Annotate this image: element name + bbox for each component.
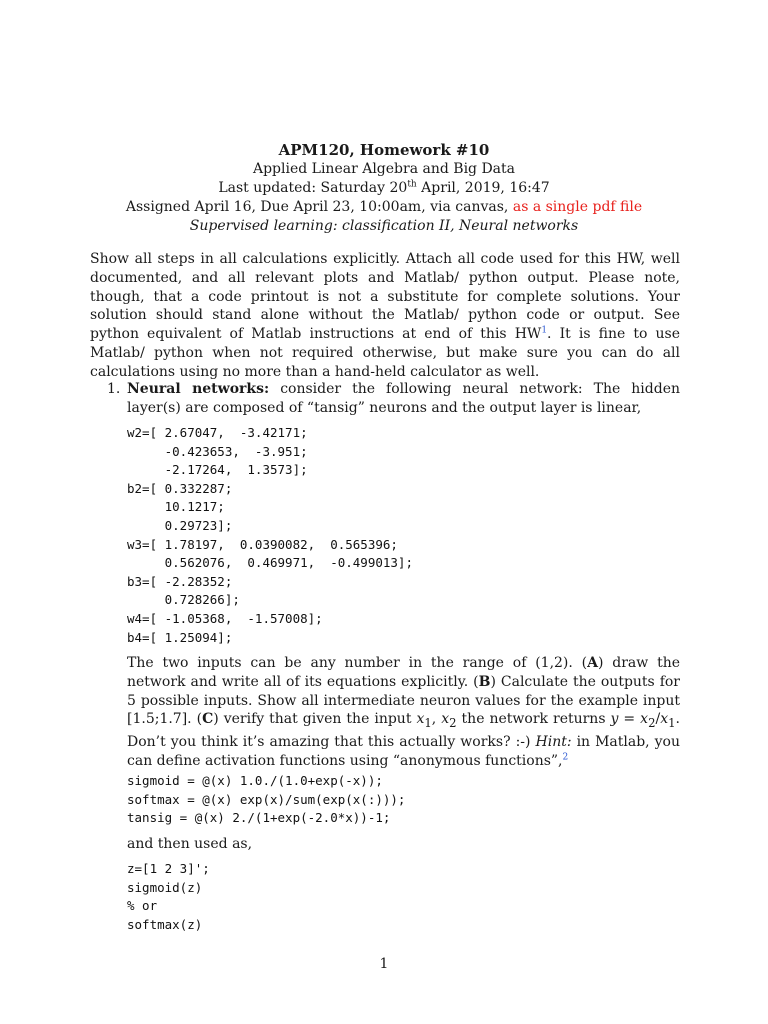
- course-subtitle: Applied Linear Algebra and Big Data: [252, 161, 516, 177]
- weights-code-block: w2=[ 2.67047, -3.42171; -0.423653, -3.951; -2.17264, 1.3573]; b2=[ 0.332287; 10.1217; 0.29723]; w3=[ 1.78197, 0.0390082, 0.565396; 0.562076, 0.469971, -0.499013]; b3=[ -2.28352; 0.728266]; w4=[ -1.05368, -1.57008]; b4=[ 1.25094];: [127, 425, 413, 645]
- document-header: [0, 141, 768, 236]
- page-number: 1: [379, 956, 389, 972]
- problem-body: The two inputs can be any number in the range of (1,2). (A) draw the network and write all of its equations explicitly. (B) Calculate the outputs for 5 possible inputs. Show all intermediate neuron values for the example input [1.5;1.7]. (C) verify that given the input $x_1$, $x_2$ the network returns $y = x_2/x_1$. Don’t you think it’s amazing that this actually works? :-) Hint: in Matlab, you can define activation functions using “anonymous functions”,$^2$: [127, 655, 680, 769]
- topic-line: Supervised learning: classification II, Neural networks: [189, 218, 579, 234]
- problem-heading: Neural networks:: [127, 381, 270, 397]
- problem-number: 1.: [107, 381, 121, 397]
- usage-code-block: z=[1 2 3]'; sigmoid(z) % or softmax(z): [127, 861, 210, 932]
- problem-intro: Neural networks: consider the following neural network: The hidden layer(s) are composed of “tansig” neurons and the output layer is linear,: [127, 381, 681, 416]
- last-updated: Last updated: Saturday 20th April, 2019, 16:47: [218, 179, 550, 196]
- hint-label: Hint:: [535, 733, 572, 750]
- usage-intro-text: and then used as,: [127, 836, 253, 852]
- instructions-paragraph: Show all steps in all calculations explicitly. Attach all code used for this HW, well documented, and all relevant plots and Matlab/ python output. Please note, though, that a code printout is not a substitute for complete solutions. Your solution should stand alone without the Matlab/ python code or output. See python equivalent of Matlab instructions at end of this $HW^1$. It is fine to use Matlab/ python when not required otherwise, but make sure you can do all calculations using no more than a hand-held calculator as well.: [90, 251, 680, 380]
- footnote-link-2[interactable]: 2: [562, 752, 569, 763]
- document-title: APM120, Homework #10: [278, 141, 490, 159]
- submission-format-note: as a single pdf file: [512, 199, 643, 215]
- activation-functions-code: sigmoid = @(x) 1.0./(1.0+exp(-x)); softmax = @(x) exp(x)/sum(exp(x(:))); tansig = @(x) 2./(1+exp(-2.0*x))-1;: [127, 773, 406, 826]
- assignment-dates: Assigned April 16, Due April 23, 10:00am, via canvas, as a single pdf file: [125, 199, 643, 215]
- footnote-link-1[interactable]: 1: [541, 325, 548, 336]
